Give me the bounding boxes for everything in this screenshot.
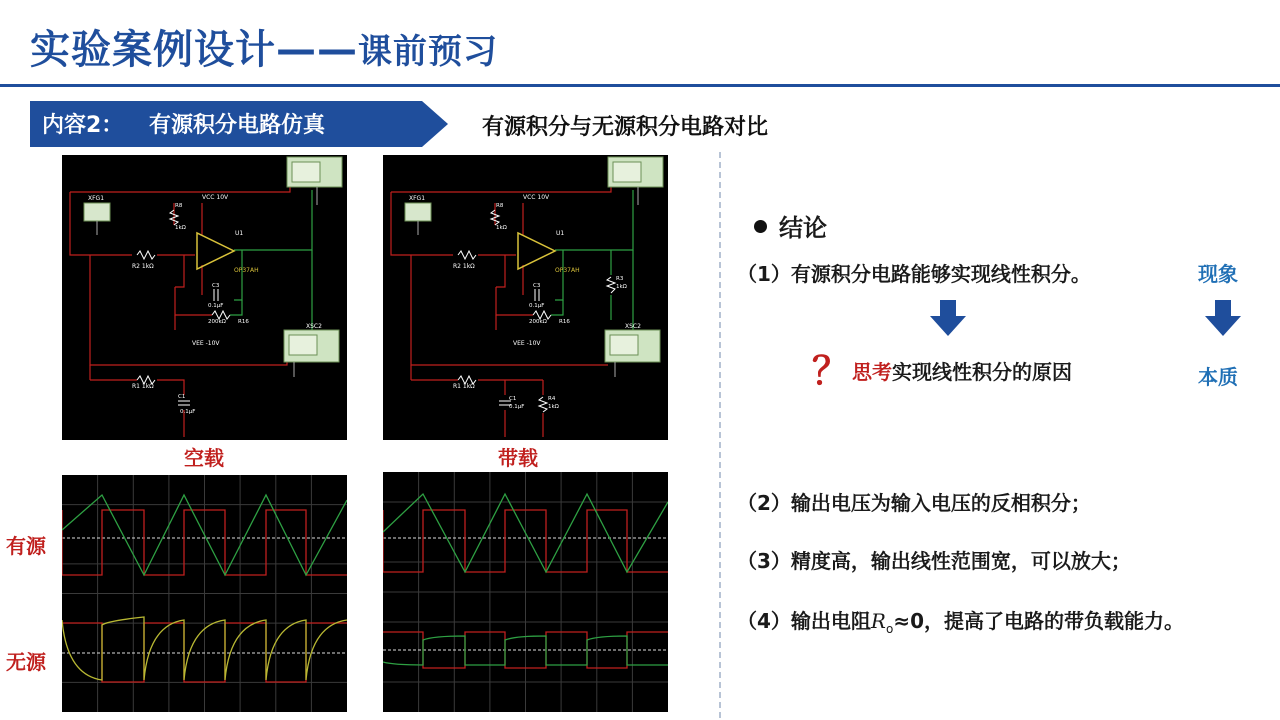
label-r8-2: R8 [496, 203, 504, 209]
label-r16: R16 [238, 319, 249, 325]
label-c3-val-2: 0.1µF [529, 303, 545, 309]
arrow-down-icon [1205, 300, 1241, 336]
title-rule [0, 84, 1280, 87]
caption-with-load: 带载 [498, 446, 538, 470]
conclusion-item-1: （1）有源积分电路能够实现线性积分。 [737, 262, 1091, 286]
item4-suffix: ≈0，提高了电路的带负载能力。 [893, 609, 1185, 633]
column-divider [719, 152, 721, 718]
item4-prefix: （4）输出电阻 [737, 609, 871, 633]
label-vcc: VCC 10V [202, 194, 229, 201]
compare-title: 有源积分与无源积分电路对比 [482, 115, 769, 140]
label-r3-val: 1kΩ [616, 284, 627, 290]
caption-passive: 无源 [6, 650, 46, 674]
scope-with-load [383, 472, 668, 712]
label-r16-2: R16 [559, 319, 570, 325]
circuit-with-load [383, 155, 668, 440]
label-xsc2: XSC2 [306, 323, 322, 330]
label-vcc-2: VCC 10V [523, 194, 550, 201]
label-r8: R8 [175, 203, 183, 209]
label-c3-val: 0.1µF [208, 303, 224, 309]
label-c1-val: 0.1µF [180, 409, 196, 415]
label-xsc2-2: XSC2 [625, 323, 641, 330]
resistance-symbol: R [870, 609, 886, 633]
conclusion-heading-text: 结论 [779, 214, 827, 242]
label-opamp: OP37AH [234, 267, 259, 274]
question-mark-icon: ？ [812, 349, 851, 393]
label-r8-val-2: 1kΩ [496, 225, 507, 231]
conclusion-item-3: （3）精度高，输出线性范围宽，可以放大； [737, 549, 1131, 573]
label-r1-2: R1 1kΩ [453, 383, 475, 390]
essence-label: 本质 [1198, 365, 1238, 389]
phenomenon-label: 现象 [1198, 262, 1238, 286]
think-text: 实现线性积分的原因 [892, 360, 1072, 384]
title-sub: 课前预习 [358, 32, 498, 72]
caption-active: 有源 [6, 534, 46, 558]
label-xfg-2: XFG1 [409, 195, 426, 202]
label-vee: VEE -10V [192, 340, 220, 347]
caption-no-load: 空载 [184, 446, 224, 470]
title-main: 实验案例设计—— [30, 27, 358, 73]
label-r4-val: 1kΩ [548, 404, 559, 410]
label-c3: C3 [212, 283, 220, 289]
label-u1: U1 [235, 230, 244, 237]
circuit-no-load [62, 155, 347, 440]
label-u1-2: U1 [556, 230, 565, 237]
label-xfg: XFG1 [88, 195, 105, 202]
conclusion-item-4 [737, 605, 1184, 636]
think-highlight: 思考 [852, 360, 892, 384]
resistance-subscript: o [885, 622, 894, 636]
conclusion-heading [754, 208, 827, 243]
banner-topic: 有源积分电路仿真 [148, 113, 325, 138]
label-r8-val: 1kΩ [175, 225, 186, 231]
label-r2-2: R2 1kΩ [453, 263, 475, 270]
banner-label: 内容2： [42, 113, 124, 138]
label-r3: R3 [616, 276, 624, 282]
label-r16-val-2: 200kΩ [529, 319, 547, 325]
label-r1: R1 1kΩ [132, 383, 154, 390]
scope-no-load [62, 475, 347, 712]
bullet-dot-icon [754, 220, 767, 233]
label-c1: C1 [178, 394, 186, 400]
arrow-down-icon [930, 300, 966, 336]
label-r2: R2 1kΩ [132, 263, 154, 270]
section-banner-text [42, 108, 325, 139]
page-title [30, 18, 498, 75]
label-c1-2: C1 [509, 396, 517, 402]
label-c3-2: C3 [533, 283, 541, 289]
label-opamp-2: OP37AH [555, 267, 580, 274]
label-c1-val-2: 0.1µF [509, 404, 525, 410]
label-r4: R4 [548, 396, 556, 402]
label-vee-2: VEE -10V [513, 340, 541, 347]
think-line [852, 356, 1072, 385]
label-r16-val: 200kΩ [208, 319, 226, 325]
conclusion-item-2: （2）输出电压为输入电压的反相积分； [737, 491, 1091, 515]
